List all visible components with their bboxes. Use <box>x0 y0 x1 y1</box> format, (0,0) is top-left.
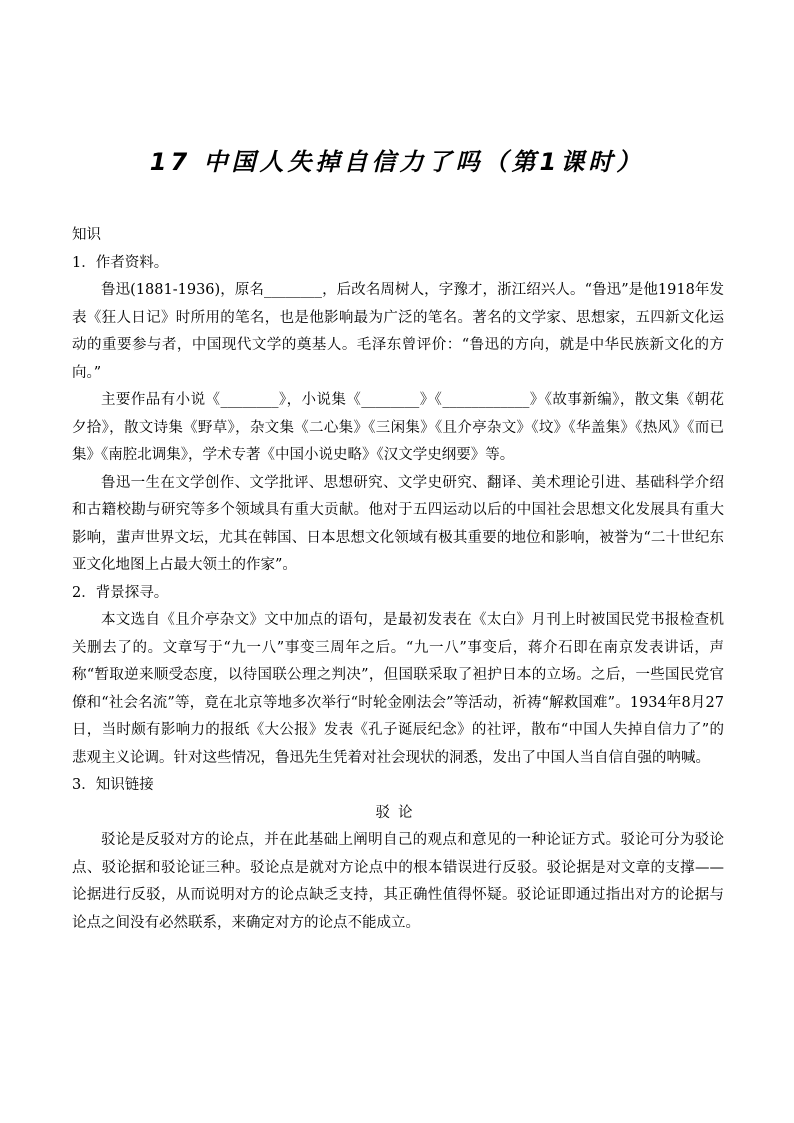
page-title: 17 中国人失掉自信力了吗（第1课时） <box>149 148 645 176</box>
author-heading: 1．作者资料。 <box>72 254 169 271</box>
document-body <box>72 222 724 937</box>
knowledge-link-heading: 3．知识链接 <box>72 777 154 793</box>
author-paragraph-1: 鲁迅(1881-1936)，原名________，后改名周树人，字豫才，浙江绍兴人。“鲁迅”是他1918年发表《狂人日记》时所用的笔名，也是他影响最为广泛的笔名。著名的文学家、思想家，五四新文化运动的重要参与者，中国现代文学的奠基人。毛泽东曾评价：“鲁迅的方向，就是中华民族新文化的方向。” <box>72 282 724 381</box>
knowledge-label: 知识 <box>72 227 101 243</box>
author-paragraph-2: 主要作品有小说《________》，小说集《________》《____________》《故事新编》，散文集《朝花夕拾》，散文诗集《野草》，杂文集《二心集》《三闲集》《且介亭杂文》《坟》《华盖集》《热风》《而已集》《南腔北调集》，学术专著《中国小说史略》《汉文学史纲要》等。 <box>72 392 724 463</box>
author-paragraph-3: 鲁迅一生在文学创作、文学批评、思想研究、文学史研究、翻译、美术理论引进、基础科学介绍和古籍校勘与研究等多个领域具有重大贡献。他对于五四运动以后的中国社会思想文化发展具有重大影响，蜚声世界文坛，尤其在韩国、日本思想文化领域有极其重要的地位和影响，被誉为“二十世纪东亚文化地图上占最大领土的作家”。 <box>72 474 724 573</box>
background-paragraph: 本文选自《且介亭杂文》文中加点的语句，是最初发表在《太白》月刊上时被国民党书报检查机关删去了的。文章写于“九一八”事变三周年之后。“九一八”事变后，蒋介石即在南京发表讲话，声称“暂取逆来顺受态度，以待国联公理之判决”，但国联采取了袒护日本的立场。之后，一些国民党官僚和“社会名流”等，竟在北京等地多次举行“时轮金刚法会”等活动，祈祷“解救国难”。1934年8月27日，当时颇有影响力的报纸《大公报》发表《孔子诞辰纪念》的社评，散布“中国人失掉自信力了”的悲观主义论调。针对这些情况，鲁迅先生凭着对社会现状的洞悉，发出了中国人当自信自强的呐喊。 <box>72 612 724 766</box>
background-heading: 2．背景探寻。 <box>72 584 169 601</box>
rebuttal-paragraph: 驳论是反驳对方的论点，并在此基础上阐明自己的观点和意见的一种论证方式。驳论可分为驳论点、驳论据和驳论证三种。驳论点是就对方论点中的根本错误进行反驳。驳论据是对文章的支撑——论据进行反驳，从而说明对方的论点缺乏支持，其正确性值得怀疑。驳论证即通过指出对方的论据与论点之间没有必然联系，来确定对方的论点不能成立。 <box>72 832 724 931</box>
rebuttal-subheading: 驳论 <box>375 804 421 821</box>
